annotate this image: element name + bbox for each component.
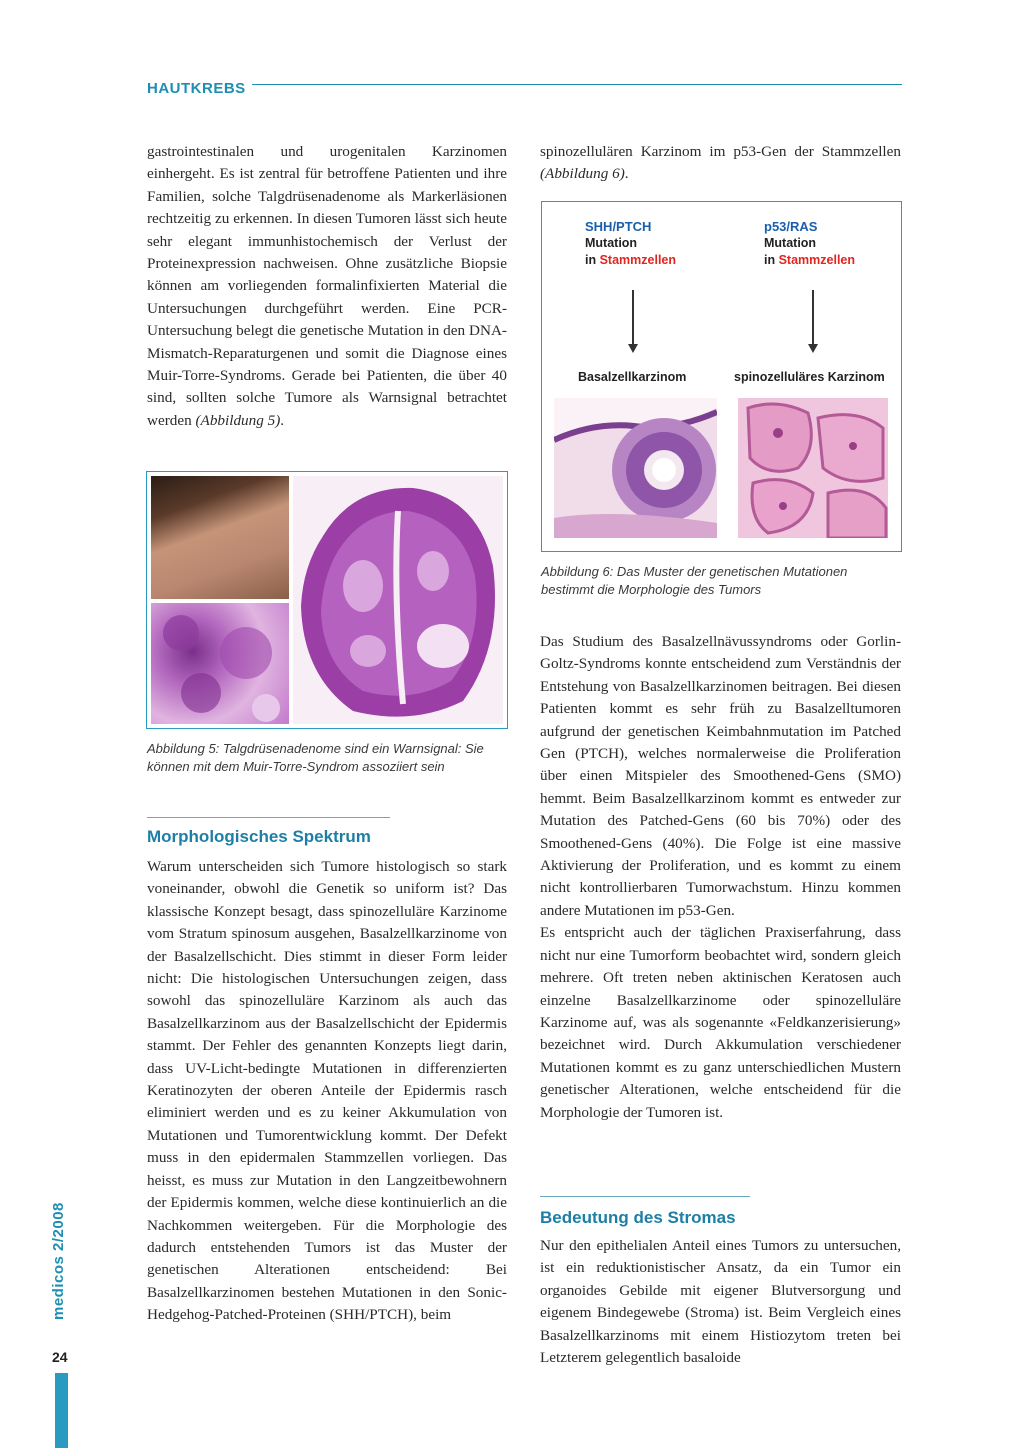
patient-face-photo [151, 476, 289, 599]
mutation-label-left: SHH/PTCH Mutation in Stammzellen [585, 219, 677, 267]
section-rule [147, 817, 390, 818]
figure-reference: (Abbildung 6) [540, 165, 625, 183]
figure-6 [541, 201, 902, 552]
histology-detail-image [151, 603, 289, 724]
arrow-head-left [628, 344, 638, 353]
left-column-bottom [147, 856, 507, 1327]
right-column-middle [540, 631, 901, 1124]
paragraph: spinozellulären Karzinom im p53-Gen der Stammzellen (Abbildung 6). [540, 143, 901, 183]
arrow-left [632, 290, 634, 345]
mutation-label-right: p53/RAS Mutation in Stammzellen [764, 219, 856, 267]
section-title-stroma: Bedeutung des Stromas [540, 1208, 736, 1227]
right-column-top [540, 141, 901, 186]
issue-label: medicos 2/2008 [50, 1202, 67, 1320]
left-column-top [147, 141, 507, 432]
paragraph: Das Studium des Basalzellnävussyndroms oder Gorlin-Goltz-Syndroms konnte entscheidend zum Verständnis der Entstehung von Basalzellkarzinomen beitragen. Bei diesen Patienten kommt es sehr früh zu Basalzelltumoren aufgrund der genetischen Keimbahnmutation im Patched Gen (PTCH), welches normalerweise die Proliferation über einen Mitspieler des Smoothened-Gens (SMO) hemmt. Beim Basalzellkarzinom kommt es entweder zur Mutation des Patched-Gens (60 bis 70%) oder des Smoothened-Gens (40%). Die Folge ist eine massive Aktivierung der Proliferation, und es kommt zu einem nicht kontrollierbaren Tumorwachstum. Hinzu kommen andere Mutationen im p53-Gen. [540, 633, 901, 919]
basal-cell-micrograph [554, 398, 717, 538]
tumor-label-left: Basalzellkarzinom [578, 370, 687, 384]
section-title-morphology: Morphologisches Spektrum [147, 827, 371, 846]
paragraph: Nur den epithelialen Anteil eines Tumors zu untersuchen, ist ein reduktionistischer Ansatz, da ein Tumor ein organoides Gebilde mit eigener Blutversorgung und eigenem Bindegewebe (Stroma) ist. Beim Vergleich eines Basalzellkarzinoms mit einem Histiozytom treten bei Letzterem gelegentlich basaloide [540, 1237, 901, 1367]
figure-5-caption: Abbildung 5: Talgdrüsenadenome sind ein Warnsignal: Sie können mit dem Muir-Torre-Syndrom assoziiert sein [147, 741, 484, 774]
sidebar-accent-bar [55, 1373, 68, 1448]
page-number: 24 [52, 1349, 68, 1365]
arrow-right [812, 290, 814, 345]
figure-6-caption: Abbildung 6: Das Muster der genetischen Mutationen bestimmt die Morphologie des Tumors [541, 564, 848, 597]
squamous-cell-micrograph [738, 398, 888, 538]
paragraph: gastrointestinalen und urogenitalen Karzinomen einhergeht. Es ist zentral für betroffene Patienten und ihre Familien, solche Talgdrüsenadenome als Markerläsionen rechtzeitig zu erkennen. In diesen Tumoren lässt sich heute sehr elegant immunhistochemisch der Verlust der Proteinexpression nachweisen. Ohne zusätzliche Biopsie können am vorliegenden formalinfixierten Material die Untersuchungen durchgeführt werden. Eine PCR-Untersuchung belegt die genetische Mutation in den DNA-Mismatch-Reparaturgenen und somit die Diagnose eines Muir-Torre-Syndroms. Gerade bei Patienten, die über 40 sind, sollten solche Tumore als Warnsignal betrachtet werden (Abbildung 5). [147, 143, 507, 429]
right-column-bottom [540, 1235, 901, 1369]
section-rule [540, 1196, 750, 1197]
section-header: HAUTKREBS [147, 80, 246, 97]
arrow-head-right [808, 344, 818, 353]
tumor-label-right: spinozelluläres Karzinom [734, 370, 885, 384]
figure-reference: (Abbildung 5) [195, 411, 281, 429]
header-rule [252, 84, 902, 85]
paragraph: Warum unterscheiden sich Tumore histologisch so stark voneinander, obwohl die Genetik so uniform ist? Das klassische Konzept besagt, dass spinozelluläre Karzinome vom Stratum spinosum ausgehen, Basalzellkarzinome von der Basalzellschicht. Dies stimmt in dieser Form leider nicht: Die histologischen Untersuchungen zeigen, dass sowohl das spinozelluläre Karzinom als auch das Basalzellkarzinom aus der Basalzellschicht der Epidermis stammt. Der Fehler des genannten Konzepts liegt darin, dass UV-Licht-bedingte Mutationen in differenzierten Keratinozyten der oberen Anteile der Epidermis rasch eliminiert werden und es zu keiner Akkumulation von Mutationen und Tumorentwicklung kommt. Der Defekt muss in den epidermalen Stammzellen vorliegen. Das heisst, es muss zur Mutation in den Langzeitbewohnern der Epidermis kommen, welche diese kontinuierlich an die Nachkommen weitergeben. Für die Morphologie des dadurch entstehenden Tumors ist das Muster der genetischen Alterationen entscheidend: Bei Basalzellkarzinomen bestehen Mutationen in den Sonic-Hedgehog-Patched-Proteinen (SHH/PTCH), beim [147, 858, 507, 1324]
sebaceous-adenoma-histology [293, 476, 503, 724]
paragraph: Es entspricht auch der täglichen Praxiserfahrung, dass nicht nur eine Tumorform beobachtet wird, sondern gleich mehrere. Oft treten neben aktinischen Keratosen auch einzelne Basalzellkarzinome oder spinozelluläre Karzinome auf, was als sogenannte «Feldkanzerisierung» bezeichnet wird. Durch Akkumulation verschiedener Mutationen kommt es zu ganz unterschiedlichen Mustern genetischer Alterationen, welche entscheidend für die Morphologie der Tumoren ist. [540, 924, 901, 1121]
figure-5 [146, 471, 508, 729]
